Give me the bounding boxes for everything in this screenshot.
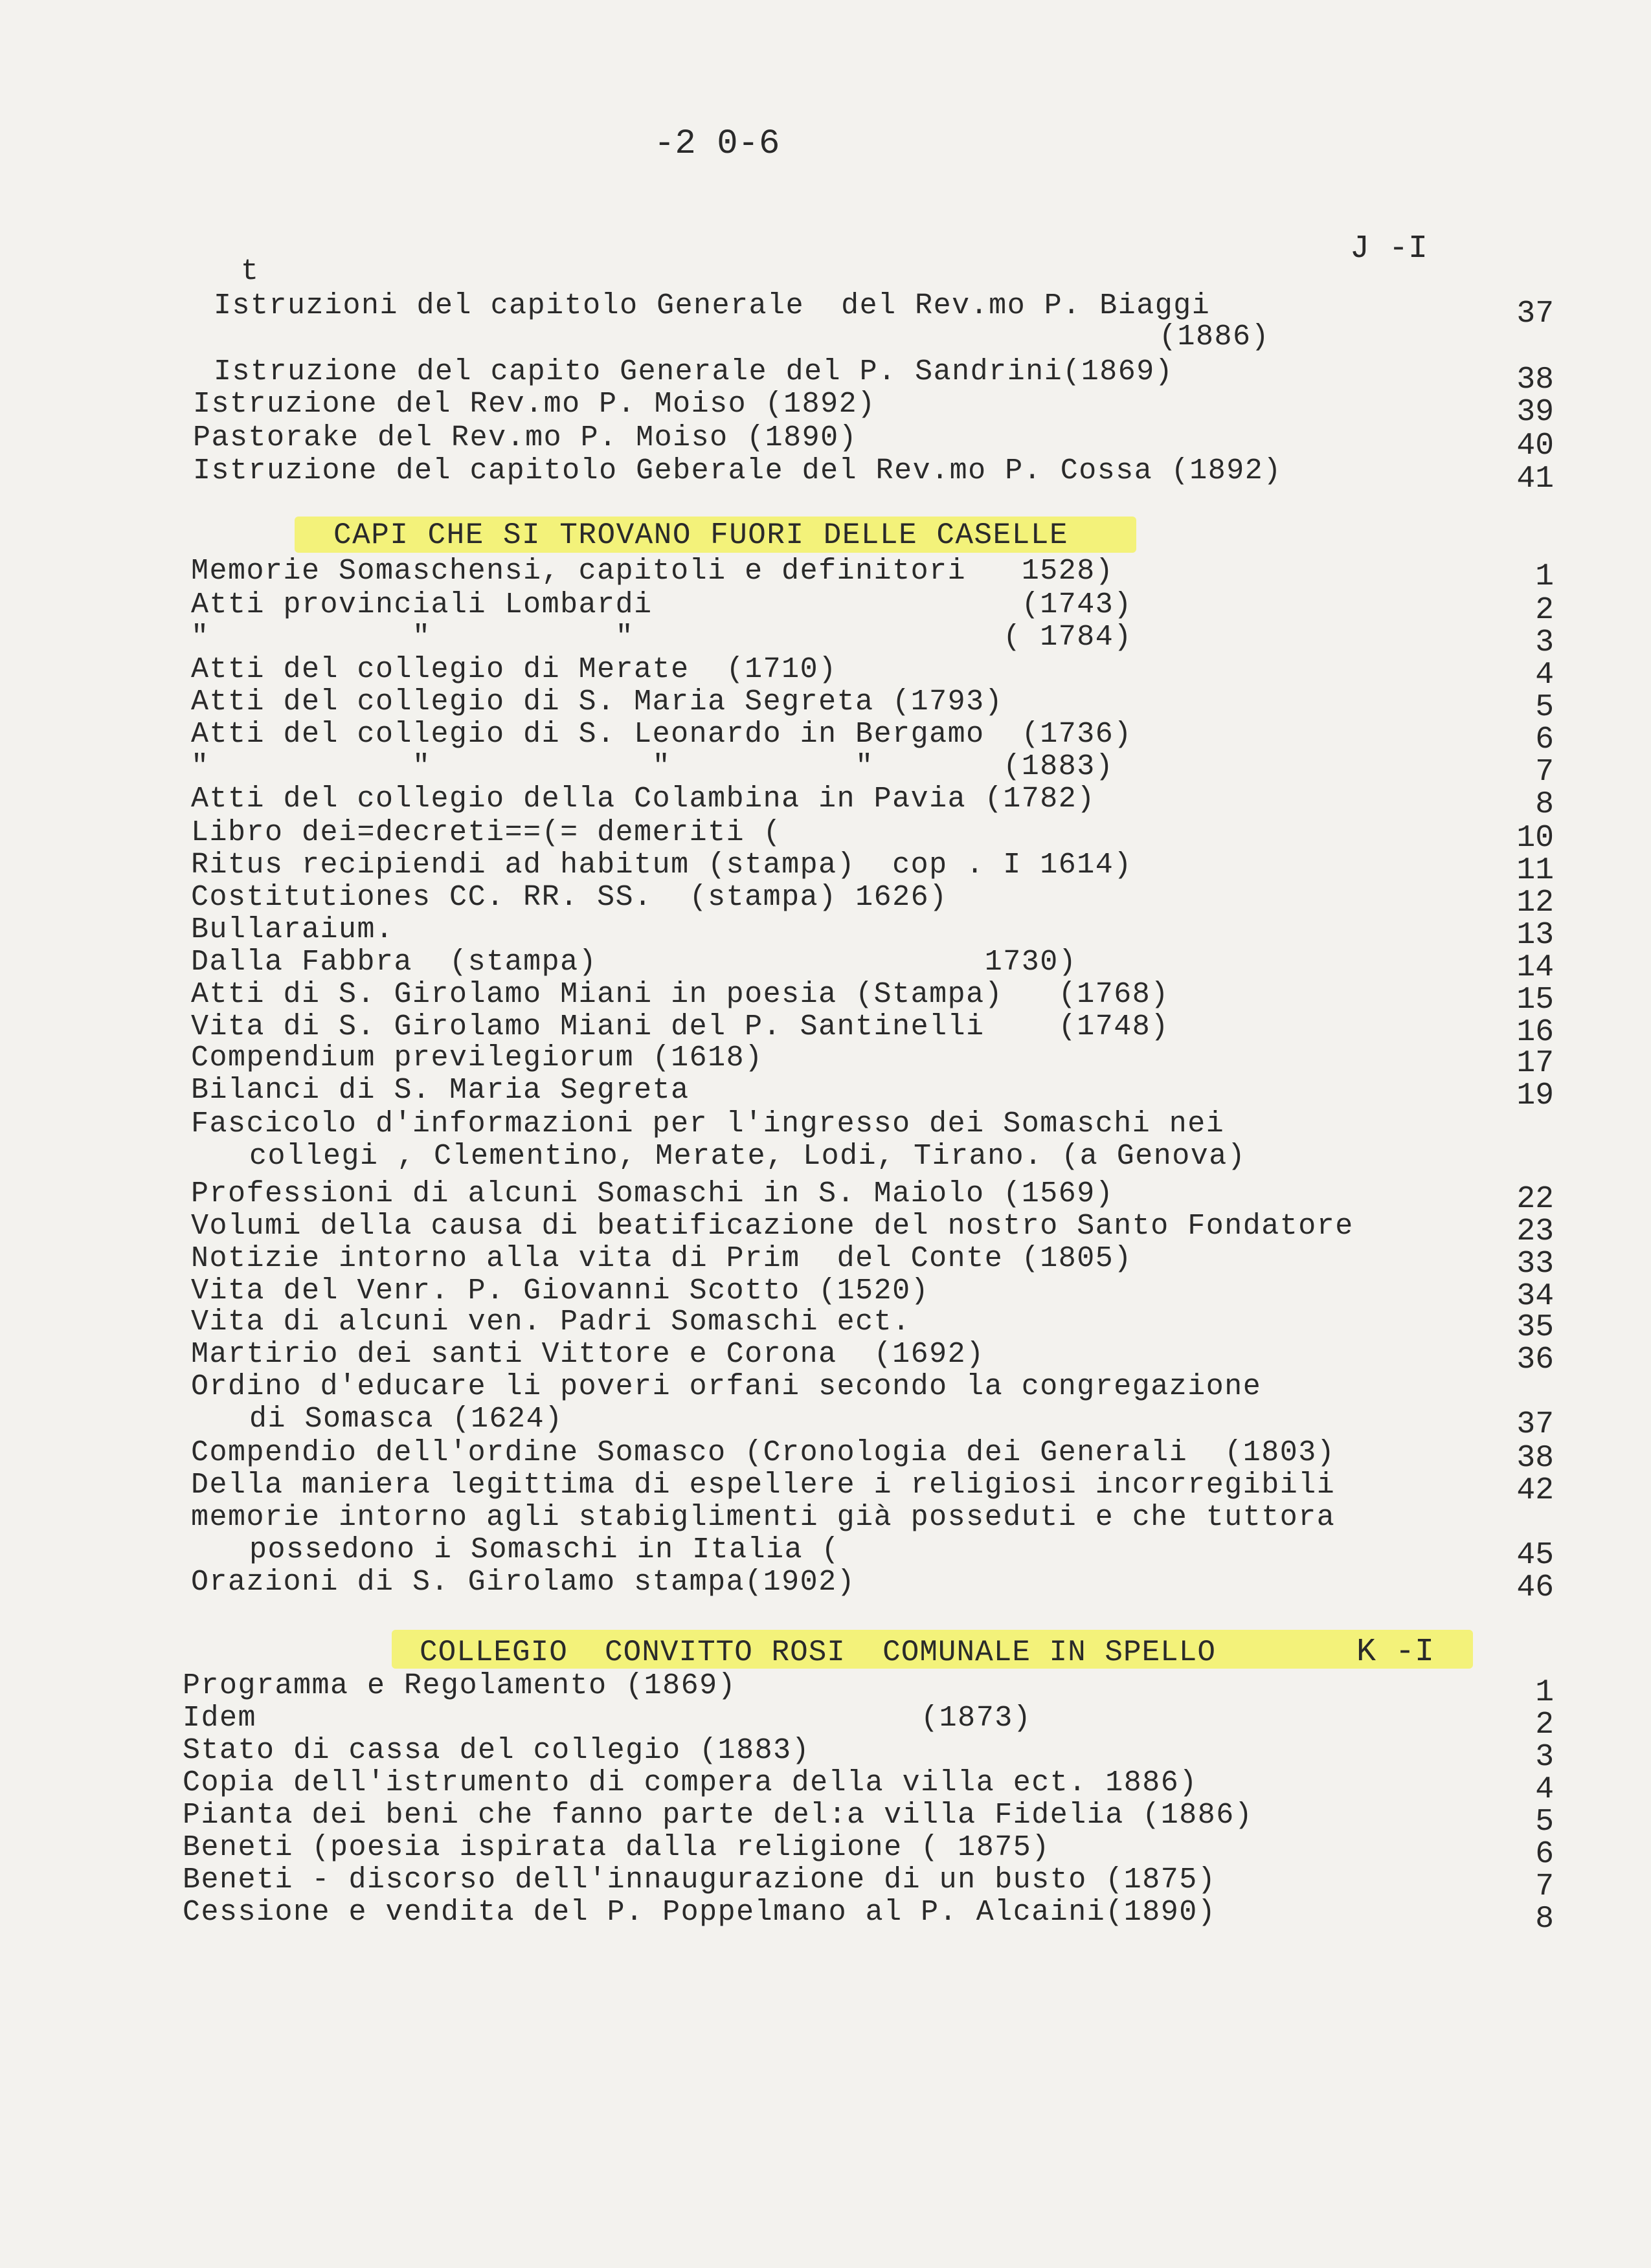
entry-number: 15 [1516,983,1554,1017]
entry-number: 37 [1516,296,1554,331]
entry-text: Atti di S. Girolamo Miani in poesia (Stampa) (1768) [191,978,1169,1011]
entry-text: Cessione e vendita del P. Poppelmano al P. Alcaini(1890) [183,1896,1217,1929]
entry-number: 1 [1535,1675,1554,1710]
entry-number: 45 [1516,1538,1554,1573]
entry-number: 17 [1516,1046,1554,1081]
entry-text: Vita di S. Girolamo Miani del P. Santinelli (1748) [191,1010,1169,1043]
entry-text: di Somasca (1624) [249,1403,563,1436]
entry-number: 16 [1516,1015,1554,1050]
entry-number: 35 [1516,1310,1554,1345]
entry-number: 7 [1535,1869,1554,1904]
entry-text: Compendium previlegiorum (1618) [191,1041,763,1074]
marginal-mark: t [241,255,260,288]
entry-text: Beneti - discorso dell'innaugurazione di un busto (1875) [183,1863,1217,1896]
entry-text: Atti del collegio di S. Maria Segreta (1793) [191,685,1004,718]
entry-text: Vita del Venr. P. Giovanni Scotto (1520) [191,1274,930,1307]
entry-number: 4 [1535,658,1554,693]
entry-text: Vita di alcuni ven. Padri Somaschi ect. [191,1306,911,1339]
entry-text: Idem (1873) [183,1702,1032,1735]
entry-number: 41 [1516,461,1554,496]
entry-text: Costitutiones CC. RR. SS. (stampa) 1626) [191,881,948,914]
entry-number: 8 [1535,787,1554,822]
entry-number: 19 [1516,1078,1554,1113]
entry-text: (1886) [1159,320,1270,353]
entry-number: 40 [1516,428,1554,463]
entry-text: Istruzione del Rev.mo P. Moiso (1892) [193,388,876,421]
entry-number: 11 [1516,853,1554,888]
entry-number: 23 [1516,1214,1554,1249]
entry-text: Atti del collegio della Colambina in Pavia (1782) [191,783,1095,816]
entry-number: 34 [1516,1279,1554,1314]
entry-number: 22 [1516,1182,1554,1217]
entry-text: Orazioni di S. Girolamo stampa(1902) [191,1566,856,1599]
entry-text: Bullaraium. [191,913,394,946]
entry-text: Istruzione del capitolo Geberale del Rev.mo P. Cossa (1892) [193,454,1282,487]
section-code: J -I [1350,230,1428,267]
entry-number: 38 [1516,362,1554,397]
entry-text: Della maniera legittima di espellere i religiosi incorregibili [191,1469,1336,1502]
entry-text: Volumi della causa di beatificazione del nostro Santo Fondatore [191,1210,1354,1243]
entry-text: Dalla Fabbra (stampa) 1730) [191,946,1077,979]
entry-number: 5 [1535,1805,1554,1840]
entry-number: 1 [1535,559,1554,594]
entry-text: memorie intorno agli stabiglimenti già posseduti e che tuttora [191,1501,1336,1534]
entry-number: 14 [1516,950,1554,985]
entry-text: Istruzione del capito Generale del P. Sandrini(1869) [214,355,1174,388]
entry-number: 4 [1535,1772,1554,1807]
entry-text: collegi , Clementino, Merate, Lodi, Tirano. (a Genova) [249,1140,1246,1173]
section-heading: COLLEGIO CONVITTO ROSI COMUNALE IN SPELLO [420,1636,1216,1669]
entry-number: 7 [1535,755,1554,790]
entry-number: 42 [1516,1473,1554,1508]
entry-text: Pianta dei beni che fanno parte del:a villa Fidelia (1886) [183,1799,1253,1832]
entry-number: 33 [1516,1247,1554,1282]
entry-text: Atti del collegio di S. Leonardo in Bergamo (1736) [191,718,1132,751]
entry-text: Stato di cassa del collegio (1883) [183,1734,811,1767]
entry-text: Memorie Somaschensi, capitoli e definitori 1528) [191,555,1114,588]
entry-text: possedono i Somaschi in Italia ( [249,1533,840,1566]
entry-text: Istruzioni del capitolo Generale del Rev.mo P. Biaggi [214,289,1211,322]
entry-text: Bilanci di S. Maria Segreta [191,1074,690,1107]
entry-text: Ritus recipiendi ad habitum (stampa) cop . I 1614) [191,849,1132,882]
page-number: -2 0-6 [654,124,780,164]
entry-text: Ordino d'educare li poveri orfani secondo la congregazione [191,1370,1262,1403]
entry-number: 6 [1535,722,1554,757]
entry-text: Programma e Regolamento (1869) [183,1669,737,1702]
entry-text: Copia dell'istrumento di compera della villa ect. 1886) [183,1766,1198,1799]
entry-text: Fascicolo d'informazioni per l'ingresso dei Somaschi nei [191,1107,1225,1140]
entry-text: " " " " (1883) [191,750,1114,783]
entry-number: 5 [1535,690,1554,725]
entry-text: Pastorake del Rev.mo P. Moiso (1890) [193,421,858,454]
section-heading: CAPI CHE SI TROVANO FUORI DELLE CASELLE [333,518,1069,552]
entry-text: Compendio dell'ordine Somasco (Cronologia dei Generali (1803) [191,1436,1336,1469]
entry-number: 3 [1535,625,1554,660]
section-code: K -I [1356,1634,1435,1671]
entry-number: 10 [1516,821,1554,856]
entry-text: Professioni di alcuni Somaschi in S. Maiolo (1569) [191,1177,1114,1210]
entry-text: Notizie intorno alla vita di Prim del Conte (1805) [191,1242,1132,1275]
entry-text: " " " ( 1784) [191,621,1132,654]
entry-number: 46 [1516,1570,1554,1605]
entry-number: 2 [1535,593,1554,628]
entry-number: 13 [1516,918,1554,953]
entry-number: 8 [1535,1902,1554,1937]
entry-number: 36 [1516,1342,1554,1377]
entry-text: Martirio dei santi Vittore e Corona (1692) [191,1338,985,1371]
entry-number: 2 [1535,1707,1554,1742]
entry-number: 39 [1516,395,1554,430]
entry-text: Atti del collegio di Merate (1710) [191,653,837,686]
entry-number: 6 [1535,1837,1554,1872]
entry-text: Beneti (poesia ispirata dalla religione ( 1875) [183,1831,1050,1864]
entry-number: 37 [1516,1407,1554,1442]
entry-number: 12 [1516,885,1554,920]
entry-text: Libro dei=decreti==(= demeriti ( [191,816,782,849]
entry-text: Atti provinciali Lombardi (1743) [191,588,1132,621]
entry-number: 3 [1535,1740,1554,1775]
entry-number: 38 [1516,1441,1554,1476]
